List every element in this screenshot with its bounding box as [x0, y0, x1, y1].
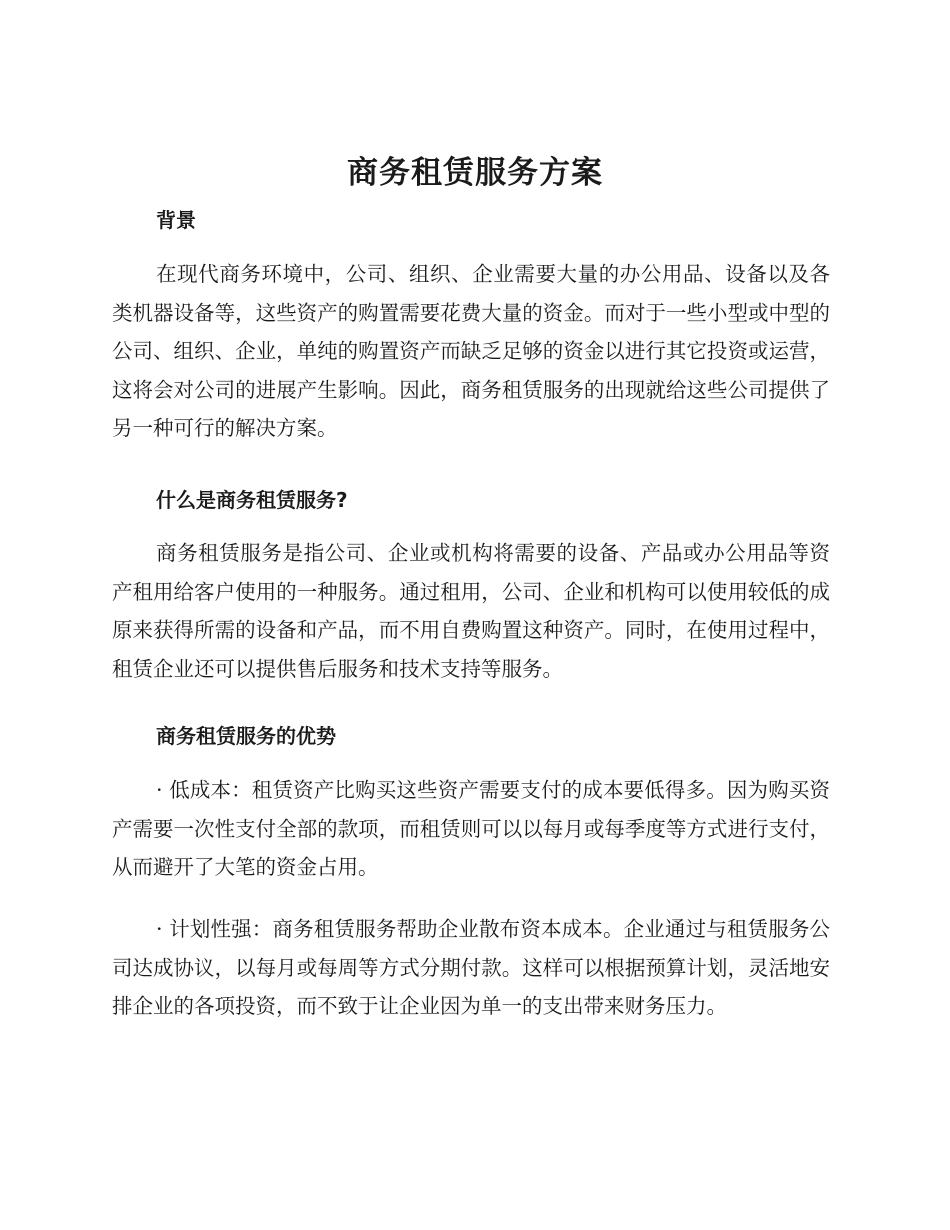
bullet-strong-planning: · 计划性强：商务租赁服务帮助企业散布资本成本。企业通过与租赁服务公司达成协议，以每月或每周等方式分期付款。这样可以根据预算计划，灵活地安排企业的各项投资，而不致于让企业因为单一的支出带来财务压力。 [112, 917, 830, 1019]
paragraph-background: 在现代商务环境中，公司、组织、企业需要大量的办公用品、设备以及各类机器设备等，这些资产的购置需要花费大量的资金。而对于一些小型或中型的公司、组织、企业，单纯的购置资产而缺乏足够的资金以进行其它投资或运营，这将会对公司的进展产生影响。因此，商务租赁服务的出现就给这些公司提供了另一种可行的解决方案。 [112, 262, 830, 441]
bullet-low-cost: · 低成本：租赁资产比购买这些资产需要支付的成本要低得多。因为购买资产需要一次性支付全部的款项，而租赁则可以以每月或每季度等方式进行支付，从而避开了大笔的资金占用。 [112, 778, 830, 880]
section-heading-background: 背景 [156, 208, 196, 232]
document-title: 商务租赁服务方案 [347, 155, 603, 191]
section-heading-what-is: 什么是商务租赁服务? [156, 488, 348, 512]
paragraph-what-is: 商务租赁服务是指公司、企业或机构将需要的设备、产品或办公用品等资产租用给客户使用的一种服务。通过租用，公司、企业和机构可以使用较低的成原来获得所需的设备和产品，而不用自费购置这种资产。同时，在使用过程中，租赁企业还可以提供售后服务和技术支持等服务。 [112, 541, 830, 681]
section-heading-advantages: 商务租赁服务的优势 [156, 724, 336, 748]
